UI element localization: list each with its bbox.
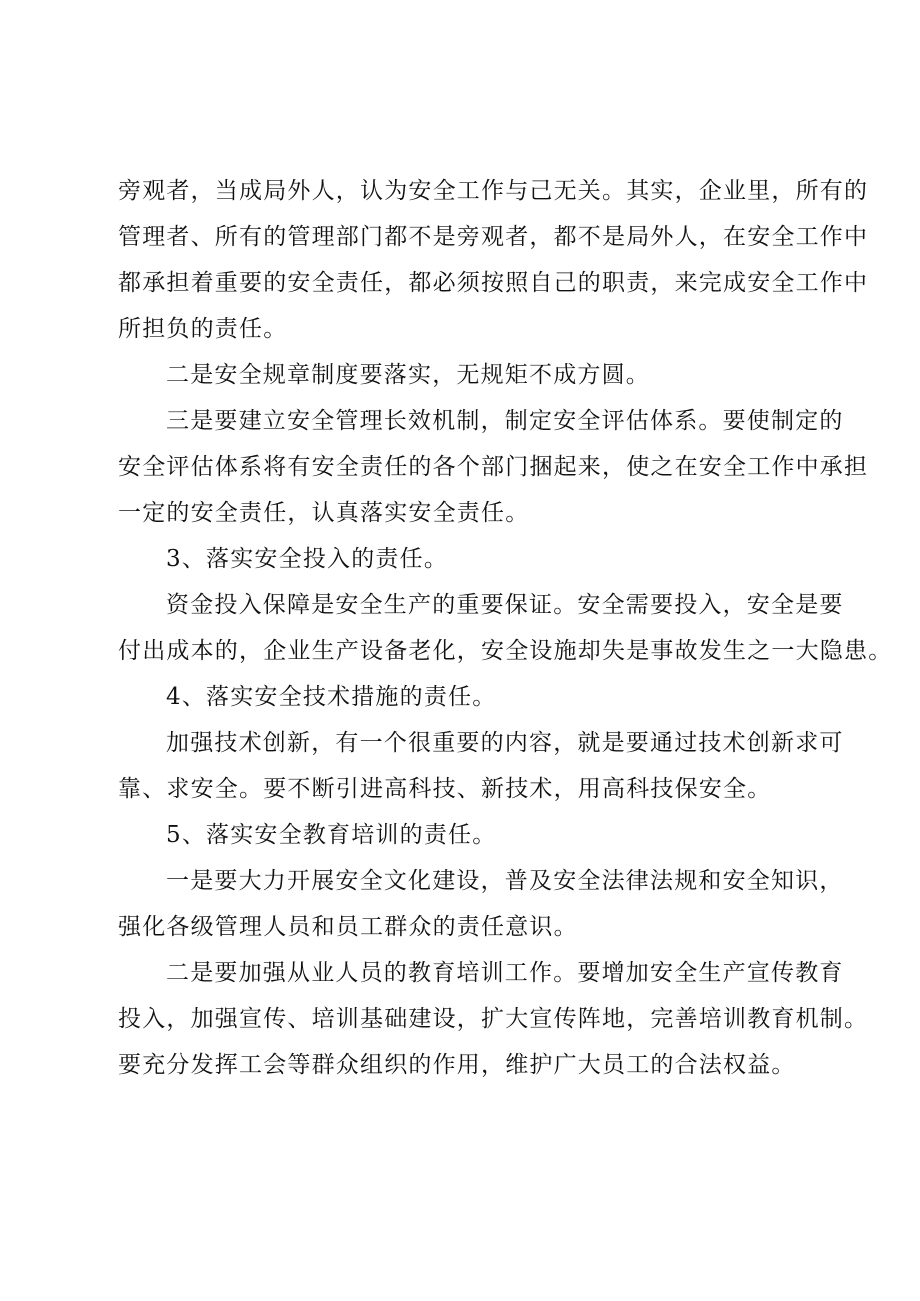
paragraph-start-line: 二是安全规章制度要落实，无规矩不成方圆。 (166, 362, 650, 388)
paragraph-start-line: 一是要大力开展安全文化建设，普及安全法律法规和安全知识， (166, 868, 844, 894)
text-line: 要充分发挥工会等群众组织的作用，维护广大员工的合法权益。 (118, 1052, 796, 1078)
text-line: 所担负的责任。 (118, 316, 288, 342)
paragraph-start-line: 三是要建立安全管理长效机制，制定安全评估体系。要使制定的 (166, 408, 844, 434)
section-heading-5: 5、落实安全教育培训的责任。 (166, 822, 497, 848)
section-heading-3: 3、落实安全投入的责任。 (166, 546, 449, 572)
paragraph-start-line: 二是要加强从业人员的教育培训工作。要增加安全生产宣传教育 (166, 960, 844, 986)
paragraph-start-line: 加强技术创新，有一个很重要的内容，就是要通过技术创新求可 (166, 730, 844, 756)
text-line: 投入，加强宣传、培训基础建设，扩大宣传阵地，完善培训教育机制。 (118, 1006, 869, 1032)
text-line: 管理者、所有的管理部门都不是旁观者，都不是局外人，在安全工作中 (118, 224, 869, 250)
text-line: 安全评估体系将有安全责任的各个部门捆起来，使之在安全工作中承担 (118, 454, 869, 480)
text-line: 靠、求安全。要不断引进高科技、新技术，用高科技保安全。 (118, 776, 772, 802)
section-heading-4: 4、落实安全技术措施的责任。 (166, 684, 497, 710)
text-line: 都承担着重要的安全责任，都必须按照自己的职责，来完成安全工作中 (118, 270, 869, 296)
text-line: 一定的安全责任，认真落实安全责任。 (118, 500, 530, 526)
paragraph-start-line: 资金投入保障是安全生产的重要保证。安全需要投入，安全是要 (166, 592, 844, 618)
text-line: 旁观者，当成局外人，认为安全工作与己无关。其实，企业里，所有的 (118, 178, 869, 204)
document-body (118, 168, 893, 1088)
text-line: 付出成本的，企业生产设备老化，安全设施却失是事故发生之一大隐患。 (118, 638, 893, 664)
text-line: 强化各级管理人员和员工群众的责任意识。 (118, 914, 578, 940)
